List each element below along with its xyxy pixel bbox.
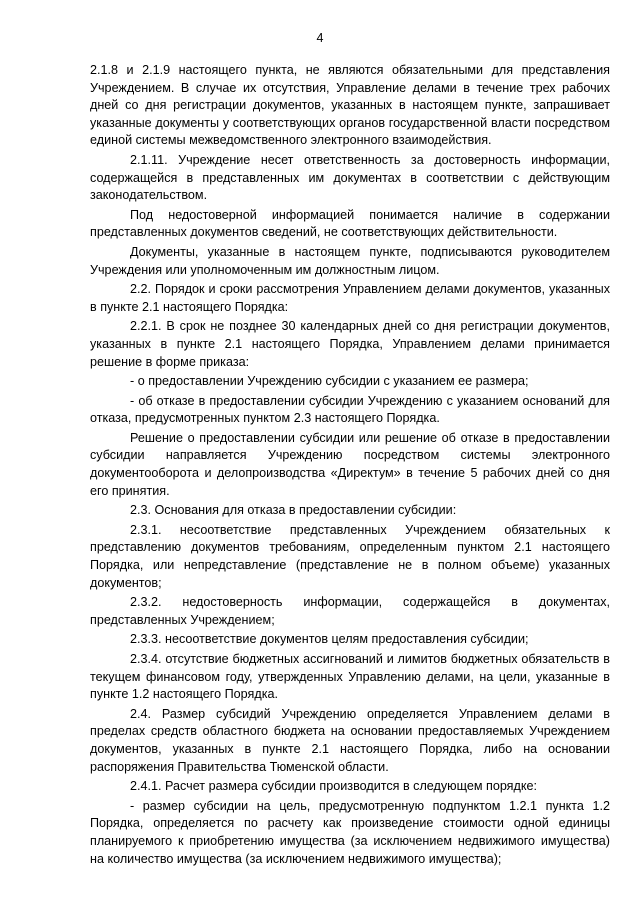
paragraph-2-4: 2.4. Размер субсидий Учреждению определяется Управлением делами в пределах средств областного бюджета на основании предоставляемых Учреждением документов, указанных в пункте 2.1 настоящего Порядка, либо на основании распоряжения Правительства Тюменской области. xyxy=(90,706,610,774)
paragraph-documents-signing: Документы, указанные в настоящем пункте, подписываются руководителем Учреждения или уполномоченным им должностным лицом. xyxy=(90,244,610,277)
page-number: 4 xyxy=(316,31,324,45)
paragraph-2-2-1: 2.2.1. В срок не позднее 30 календарных дней со дня регистрации документов, указанных в пункте 2.1 настоящего Порядка, Управлением делами принимается решение в форме приказа: xyxy=(90,319,610,369)
paragraph-2-2: 2.2. Порядок и сроки рассмотрения Управлением делами документов, указанных в пункте 2.1 настоящего Порядка: xyxy=(90,282,610,314)
list-item-grant-decision: - о предоставлении Учреждению субсидии с указанием ее размера; xyxy=(130,374,529,389)
paragraph-2-3: 2.3. Основания для отказа в предоставлении субсидии: xyxy=(130,503,457,518)
paragraph-decision-delivery: Решение о предоставлении субсидии или решение об отказе в предоставлении субсидии направляется Учреждению посредством системы электронного документооборота и делопроизводства «Директум» в течение 5 рабочих дней со дня его принятия. xyxy=(90,430,610,498)
paragraph-2-3-2: 2.3.2. недостоверность информации, содержащейся в документах, представленных Учреждением; xyxy=(90,595,610,627)
paragraph-2-3-1: 2.3.1. несоответствие представленных Учреждением обязательных к представлению документов требованиям, определенным пунктом 2.1 настоящего Порядка, или непредставление (представление не в полном объеме) указанных документов; xyxy=(90,522,610,590)
paragraph-continuation: 2.1.8 и 2.1.9 настоящего пункта, не являются обязательными для представления Учреждением. В случае их отсутствия, Управление делами в течение трех рабочих дней со дня регистрации документов, указанных в настоящем пункте, запрашивает указанные документы у соответствующих органов государственной власти посредством единой системы межведомственного электронного взаимодействия. xyxy=(90,63,610,148)
list-item-subsidy-calculation: - размер субсидии на цель, предусмотренную подпунктом 1.2.1 пункта 1.2 Порядка, определяется по расчету как произведение стоимости одной единицы планируемого к приобретению имущества (за исключением недвижимого имущества) на количество имущества (за исключением недвижимого имущества); xyxy=(90,798,610,866)
paragraph-2-4-1: 2.4.1. Расчет размера субсидии производится в следующем порядке: xyxy=(130,779,538,794)
paragraph-2-1-11: 2.1.11. Учреждение несет ответственность за достоверность информации, содержащейся в представленных им документах в соответствии с действующим законодательством. xyxy=(90,152,610,203)
list-item-refusal-decision: - об отказе в предоставлении субсидии Учреждению с указанием оснований для отказа, предусмотренных пунктом 2.3 настоящего Порядка. xyxy=(90,393,610,426)
document-body xyxy=(90,62,610,870)
paragraph-2-3-4: 2.3.4. отсутствие бюджетных ассигнований и лимитов бюджетных обязательств в текущем финансовом году, утвержденных Управлению делами, на цели, указанные в пункте 1.2 настоящего Порядка. xyxy=(90,652,610,702)
paragraph-2-3-3: 2.3.3. несоответствие документов целям предоставления субсидии; xyxy=(130,632,529,647)
paragraph-false-info-definition: Под недостоверной информацией понимается наличие в содержании представленных документов сведений, не соответствующих действительности. xyxy=(90,207,610,240)
